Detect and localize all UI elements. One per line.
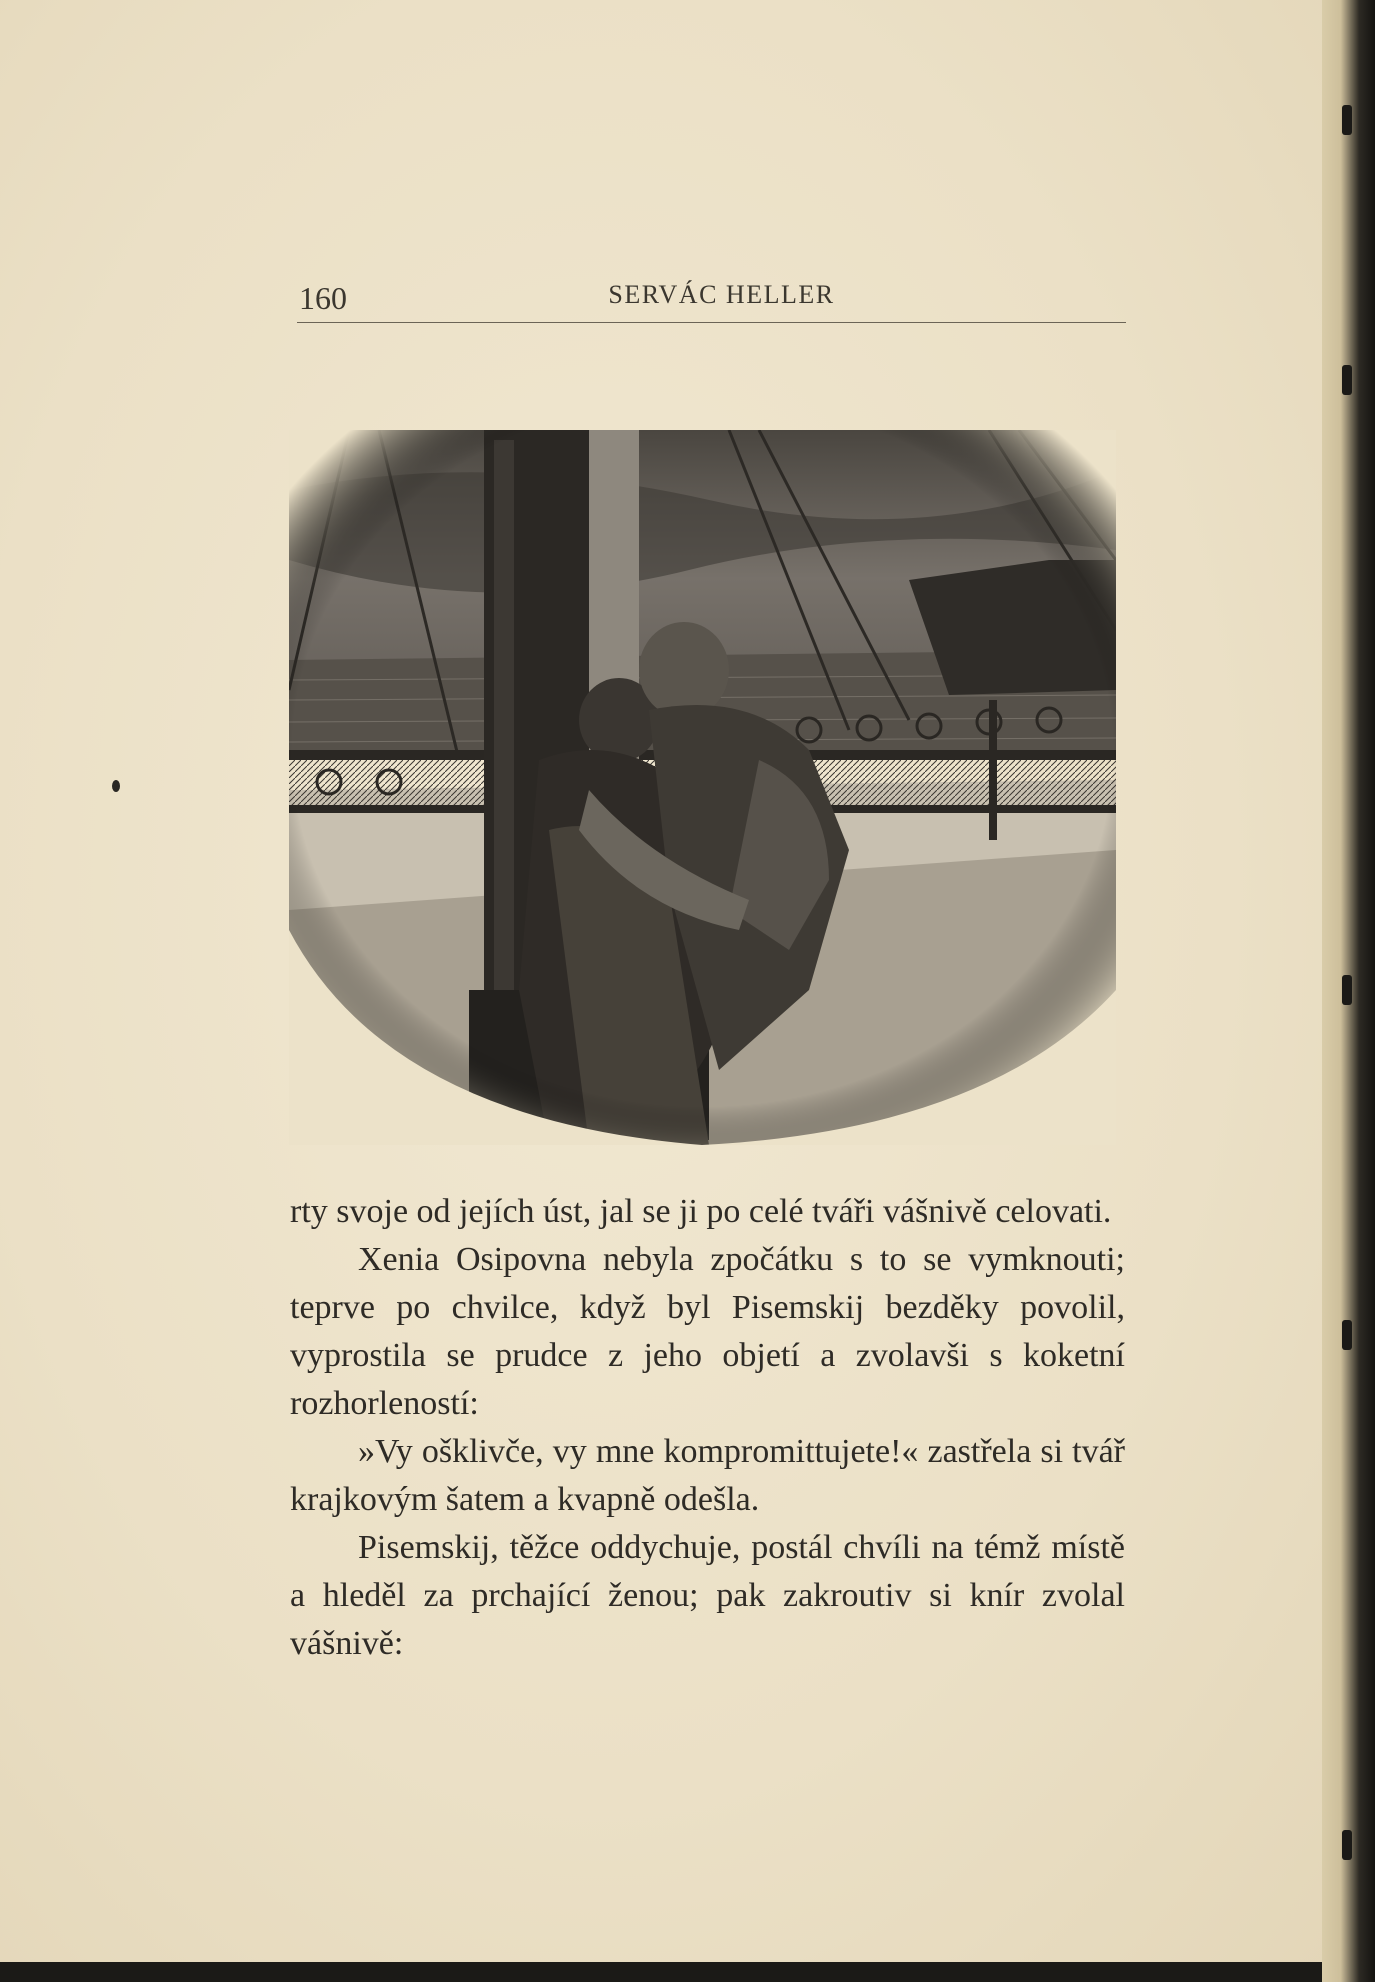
illustration	[289, 430, 1116, 1145]
page-header	[297, 272, 1126, 323]
body-text	[290, 1188, 1125, 1668]
binding-thread-mark	[1342, 1320, 1352, 1350]
running-title: SERVÁC HELLER	[608, 280, 835, 309]
paragraph-3: »Vy ošklivče, vy mne kompromittujete!« zastřela si tvář krajkovým šatem a kvapně odešla.	[290, 1433, 1125, 1518]
paragraph-2: Xenia Osipovna nebyla zpočátku s to se vymknouti; teprve po chvilce, když byl Pisemskij bezděky povolil, vyprostila se prudce z jeho objetí a zvolavši s koketní rozhorleností:	[290, 1241, 1125, 1422]
ink-speck	[112, 780, 120, 792]
page-number: 160	[299, 280, 347, 316]
engraving-couple-on-ship-deck-icon	[289, 430, 1116, 1145]
paragraph-1: rty svoje od jejích úst, jal se ji po celé tváři vášnivě celovati.	[290, 1193, 1112, 1230]
binding-thread-mark	[1342, 105, 1352, 135]
binding-thread-mark	[1342, 975, 1352, 1005]
paragraph-4: Pisemskij, těžce oddychuje, postál chvíli na témž místě a hleděl za prchající ženou; pak zakroutiv si knír zvolal vášnivě:	[290, 1529, 1125, 1662]
binding-thread-mark	[1342, 365, 1352, 395]
binding-thread-mark	[1342, 1830, 1352, 1860]
